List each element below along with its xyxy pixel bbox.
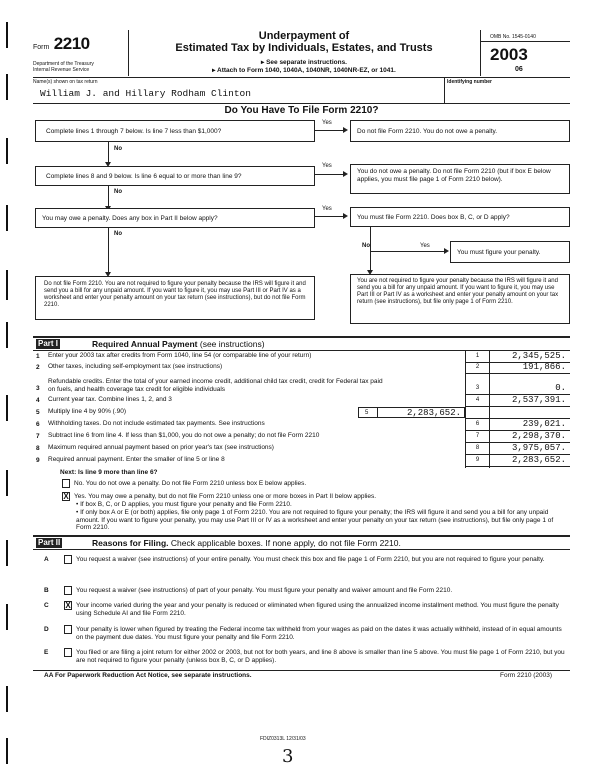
no-label: No xyxy=(362,243,370,249)
result-3-box xyxy=(350,207,570,227)
part1-title-note: (see instructions) xyxy=(199,339,265,349)
question-1-box xyxy=(35,120,315,142)
software-code: FDIZ0313L 12/31/03 xyxy=(260,736,306,742)
line-amount[interactable]: 3,975,057. xyxy=(511,443,566,453)
margin-mark xyxy=(6,604,8,630)
reason-letter: C xyxy=(44,602,49,609)
arrow-line xyxy=(370,227,371,272)
line-number: 8 xyxy=(36,445,40,452)
line-amount[interactable]: 2,345,525. xyxy=(511,351,566,361)
arrow-right-icon xyxy=(343,213,348,219)
reason-text: You filed or are filing a joint return for either 2002 or 2003, but not for both years, and line 8 above is smaller than line 5 above. You must file page 1 of Form 2210, but you are not required to figure your penalty (unless box B, C, or D applies). xyxy=(76,649,565,664)
line-box-number: 3 xyxy=(475,385,480,391)
margin-mark xyxy=(6,738,8,764)
arrow-line xyxy=(370,251,445,252)
line-text: Multiply line 4 by 90% (.90) xyxy=(48,408,127,415)
result-2-text: You do not owe a penalty. Do not file Form 2210 (but if box E below applies, you must file page 1 of Form 2210 below). xyxy=(357,168,551,183)
yes-label: Yes xyxy=(322,163,332,169)
margin-mark xyxy=(6,395,8,421)
reason-letter: B xyxy=(44,587,49,594)
reason-letter: D xyxy=(44,626,49,633)
id-label: Identifying number xyxy=(447,79,492,85)
line-number: 9 xyxy=(36,457,40,464)
header-bottom-rule xyxy=(33,77,570,78)
line-box-number: 6 xyxy=(475,421,480,427)
line-text: Refundable credits. Enter the total of your earned income credit, additional child tax credit, credit for Federal tax paid on fuels, and health coverage tax credit for eligible individuals xyxy=(48,378,383,393)
part2-heading xyxy=(92,538,401,548)
line-amount[interactable]: 2,283,652. xyxy=(511,455,566,465)
line-text: Enter your 2003 tax after credits from Form 1040, line 54 (or comparable line of your return) xyxy=(48,352,312,359)
margin-mark xyxy=(6,74,8,100)
line-text: Current year tax. Combine lines 1, 2, and 3 xyxy=(48,396,172,403)
name-bottom-rule xyxy=(33,103,570,104)
part2-label: Part II xyxy=(38,538,61,547)
part1-label: Part I xyxy=(38,339,59,348)
omb-number: OMB No. 1545-0140 xyxy=(490,34,536,40)
line-text: Required annual payment. Enter the smaller of line 5 or line 8 xyxy=(48,456,225,463)
line-text: Subtract line 6 from line 4. If less than $1,000, you do not owe a penalty; do not file Form 2210 xyxy=(48,432,320,439)
line-number: 7 xyxy=(36,433,40,440)
no-label: No xyxy=(114,189,122,195)
line-5-inline-box xyxy=(358,407,465,418)
margin-mark xyxy=(6,205,8,231)
line-number: 6 xyxy=(36,421,40,428)
line-box-number: 4 xyxy=(475,397,480,403)
line-number: 4 xyxy=(36,397,40,404)
reason-text: You request a waiver (see instructions) of part of your penalty. You must figure your penalty and waiver amount and file Form 2210. xyxy=(76,587,453,594)
no-label: No xyxy=(114,231,122,237)
part2-top-rule xyxy=(33,535,570,537)
line-amount[interactable]: 191,866. xyxy=(522,362,566,372)
line-5-box-number: 5 xyxy=(365,410,369,416)
separator xyxy=(377,408,378,417)
footer-rule xyxy=(33,670,570,671)
reason-checkbox[interactable] xyxy=(64,586,72,595)
arrow-line xyxy=(315,174,345,175)
line-box-number: 2 xyxy=(475,364,480,370)
form-number: 2210 xyxy=(53,34,90,53)
line-number: 5 xyxy=(36,409,40,416)
form-id xyxy=(33,34,90,54)
instructions-note: ▸ See separate instructions. xyxy=(261,59,347,66)
margin-mark xyxy=(6,22,8,48)
form-prefix: Form xyxy=(33,44,50,51)
yes-checkbox[interactable]: X xyxy=(63,492,69,501)
flowchart-title: Do You Have To File Form 2210? xyxy=(224,105,379,116)
question-2-box xyxy=(35,166,315,186)
result-1-text: Do not file Form 2210. You do not owe a penalty. xyxy=(357,128,498,135)
line-rule xyxy=(465,466,570,467)
header-divider xyxy=(128,30,129,76)
no-checkbox[interactable] xyxy=(62,479,70,488)
bullet-bcd: • If box B, C, or D applies, you must figure your penalty and file Form 2210. xyxy=(76,501,292,508)
arrow-right-icon xyxy=(343,171,348,177)
yes-label: Yes xyxy=(322,120,332,126)
yes-label: Yes xyxy=(322,206,332,212)
header-divider xyxy=(480,30,481,76)
figure-penalty-text: You must figure your penalty. xyxy=(457,249,541,256)
arrow-right-icon xyxy=(444,248,449,254)
part2-title: Reasons for Filing. xyxy=(92,538,169,548)
line-number: 1 xyxy=(36,353,40,360)
title-line-1: Underpayment of xyxy=(258,30,350,42)
line-box-number: 8 xyxy=(475,445,480,451)
result-2-box xyxy=(350,164,570,194)
irs-label: Internal Revenue Service xyxy=(33,67,90,73)
arrow-line xyxy=(108,142,109,164)
line-rule xyxy=(465,373,570,374)
reason-checkbox[interactable] xyxy=(64,555,72,564)
taxpayer-name: William J. and Hillary Rodham Clinton xyxy=(40,88,251,99)
dept-label: Department of the Treasury xyxy=(33,61,94,67)
figure-penalty-box xyxy=(450,241,570,263)
question-3-box xyxy=(35,208,315,228)
line-box-number: 9 xyxy=(475,457,480,463)
reason-letter: E xyxy=(44,649,49,656)
part1-top-rule xyxy=(33,336,570,338)
reason-text: You request a waiver (see instructions) of your entire penalty. You must check this box and file page 1 of Form 2210, but you are not required to figure your penalty. xyxy=(76,556,545,563)
part2-title-note: Check applicable boxes. If none apply, do not file Form 2210. xyxy=(170,538,401,548)
paperwork-notice: AA For Paperwork Reduction Act Notice, see separate instructions. xyxy=(44,672,252,679)
sequence-number: 06 xyxy=(515,66,523,73)
part1-heading xyxy=(92,339,265,349)
margin-mark xyxy=(6,138,8,164)
reason-text: Your income varied during the year and your penalty is reduced or eliminated when figured using the annualized income installment method. You must figure the penalty using Schedule AI and file Form 2210. xyxy=(76,602,559,617)
question-3-text: You may owe a penalty. Does any box in Part II below apply? xyxy=(42,215,218,222)
question-2-text: Complete lines 8 and 9 below. Is line 6 equal to or more than line 9? xyxy=(46,173,242,180)
reason-letter: A xyxy=(44,556,49,563)
result-3-text: You must file Form 2210. Does box B, C, or D apply? xyxy=(357,214,510,221)
reason-checkbox[interactable]: X xyxy=(65,601,71,610)
yes-label: Yes xyxy=(420,243,430,249)
margin-mark xyxy=(6,270,8,300)
margin-mark xyxy=(6,686,8,712)
line-5-amount[interactable]: 2,283,652. xyxy=(406,408,461,418)
margin-mark xyxy=(6,470,8,496)
arrow-right-icon xyxy=(343,127,348,133)
id-divider xyxy=(444,77,445,103)
margin-mark xyxy=(6,540,8,566)
part2-heading-rule xyxy=(33,549,570,550)
question-1-text: Complete lines 1 through 7 below. Is line 7 less than $1,000? xyxy=(46,128,222,135)
name-label: Name(s) shown on tax return xyxy=(33,79,98,85)
line-number: 2 xyxy=(36,364,40,371)
line-text: Other taxes, including self-employment tax (see instructions) xyxy=(48,363,223,370)
arrow-line xyxy=(108,186,109,208)
line-text: Withholding taxes. Do not include estimated tax payments. See instructions xyxy=(48,420,265,427)
yes-option-text: Yes. You may owe a penalty, but do not file Form 2210 unless one or more boxes in Part II below applies. xyxy=(74,493,377,500)
line-rule xyxy=(465,406,570,407)
bullet-ae: • If only box A or E (or both) applies, file only page 1 of Form 2210. You are not required to figure your penalty; the IRS will figure it and send you a bill for any unpaid amount. If you want to figure your penalty, you may use Part III or IV as a worksheet and enter your penalty on your tax return (see instructions), but file only page 1 of Form 2210. xyxy=(76,509,554,531)
no-label: No xyxy=(114,146,122,152)
line-text: Maximum required annual payment based on prior year's tax (see instructions) xyxy=(48,444,274,451)
reason-checkbox[interactable] xyxy=(64,648,72,657)
line-amount[interactable]: 239,021. xyxy=(522,419,566,429)
file-page-1-box xyxy=(350,274,570,324)
file-page-1-text: You are not required to figure your penalty because the IRS will figure it and send you a bill for any unpaid amount. If you want to figure it, you may use Part III or Part IV as a worksheet and enter your penalty amount on your tax return (see instructions), but file only page 1 of Form 2210. xyxy=(357,278,559,305)
line-amount[interactable]: 0. xyxy=(555,383,566,393)
attach-note: ▸ Attach to Form 1040, 1040A, 1040NR, 1040NR-EZ, or 1041. xyxy=(212,67,396,74)
margin-mark xyxy=(6,322,8,348)
line-amount[interactable]: 2,298,370. xyxy=(511,431,566,441)
arrow-line xyxy=(108,228,109,274)
do-not-file-text: Do not file Form 2210. You are not required to figure your penalty because the IRS will figure it and send you a bill for any unpaid amount. If you want to figure it, you may use Part III or Part IV as a worksheet and enter your penalty amount on your tax return (see instructions), but do not file Form 2210. xyxy=(44,281,306,308)
title-line-2: Estimated Tax by Individuals, Estates, and Trusts xyxy=(175,42,433,54)
line-box-number: 1 xyxy=(475,353,480,359)
page-number: 3 xyxy=(282,746,294,767)
next-question: Next: Is line 9 more than line 6? xyxy=(60,469,158,476)
part1-title: Required Annual Payment xyxy=(92,339,198,349)
line-amount[interactable]: 2,537,391. xyxy=(511,395,566,405)
omb-rule xyxy=(480,41,570,42)
arrow-line xyxy=(315,216,345,217)
reason-text: Your penalty is lower when figured by treating the Federal income tax withheld from your wages as paid on the dates it was actually withheld, instead of in equal amounts on the payment due dates. You must figure your penalty and file Form 2210. xyxy=(76,626,562,641)
tax-year: 2003 xyxy=(490,45,528,64)
reason-checkbox[interactable] xyxy=(64,625,72,634)
no-option-text: No. You do not owe a penalty. Do not file Form 2210 unless box E below applies. xyxy=(74,480,307,487)
line-number: 3 xyxy=(36,385,40,392)
line-box-number: 7 xyxy=(475,433,480,439)
arrow-line xyxy=(315,130,345,131)
form-reference: Form 2210 (2003) xyxy=(500,672,553,679)
do-not-file-box xyxy=(35,276,315,320)
result-1-box xyxy=(350,120,570,142)
